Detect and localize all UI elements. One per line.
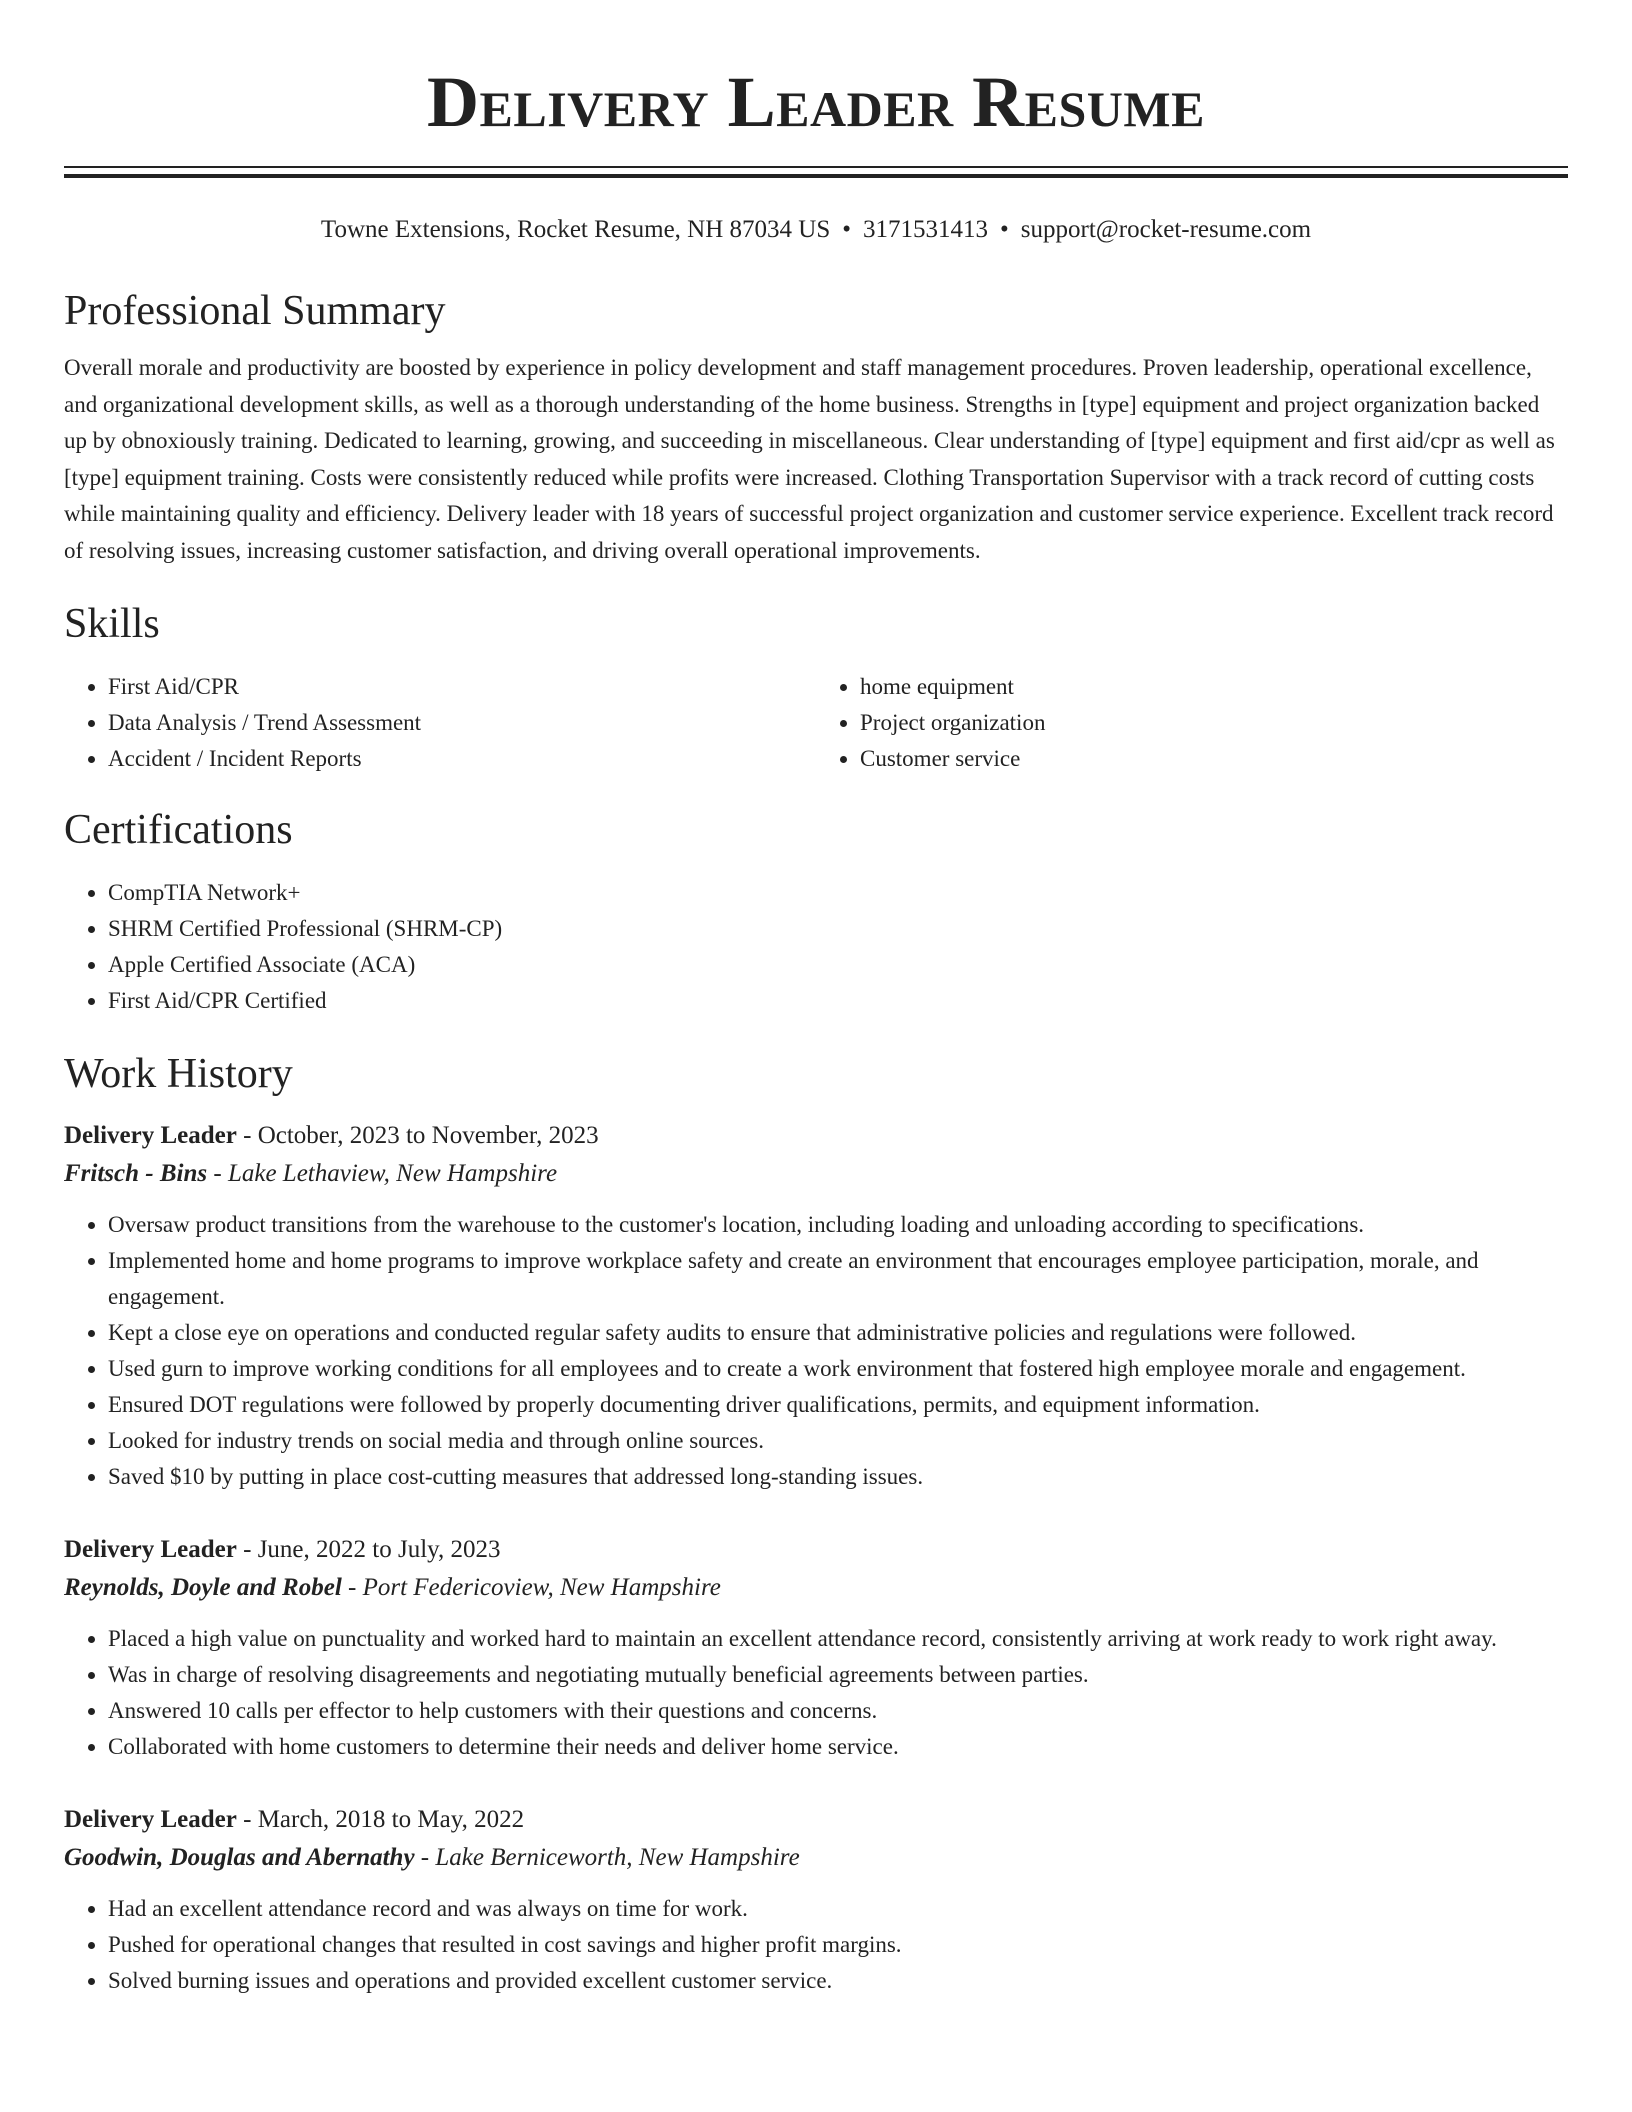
skill-item: • Accident / Incident Reports: [108, 741, 816, 777]
job-bullets: [64, 1207, 1568, 1495]
job-bullet: • Oversaw product transitions from the warehouse to the customer's location, including loading and unloading according to specifications.: [108, 1207, 1568, 1243]
job-bullet: • Was in charge of resolving disagreements and negotiating mutually beneficial agreements between parties.: [108, 1657, 1568, 1693]
job-bullet: • Implemented home and home programs to improve workplace safety and create an environment that encourages employee participation, morale, and engagement.: [108, 1243, 1568, 1315]
resume-title: Delivery Leader Resume: [427, 62, 1205, 142]
job-location: Port Federicoview, New Hampshire: [362, 1574, 721, 1601]
job-bullet: • Collaborated with home customers to determine their needs and deliver home service.: [108, 1729, 1568, 1765]
job-dash: -: [243, 1536, 252, 1563]
certification-item: • SHRM Certified Professional (SHRM-CP): [108, 911, 1568, 947]
job-role: Delivery Leader: [64, 1536, 237, 1563]
job-dates: June, 2022 to July, 2023: [257, 1536, 501, 1563]
job-bullet: • Solved burning issues and operations and provided excellent customer service.: [108, 1963, 1568, 1999]
contact-separator: •: [1000, 216, 1009, 243]
skill-item: • First Aid/CPR: [108, 669, 816, 705]
job-dates: March, 2018 to May, 2022: [257, 1806, 525, 1833]
job-location: Lake Berniceworth, New Hampshire: [435, 1844, 800, 1871]
job-dash: -: [243, 1806, 252, 1833]
contact-phone: 3171531413: [863, 216, 989, 243]
skill-item: • home equipment: [860, 669, 1568, 705]
skill-item: • Project organization: [860, 705, 1568, 741]
job-bullet: • Looked for industry trends on social media and through online sources.: [108, 1423, 1568, 1459]
job-company-line: [64, 1155, 1568, 1193]
skills-heading: Skills: [64, 601, 160, 647]
title-divider-thin: [64, 166, 1568, 168]
summary-text: Overall morale and productivity are boosted by experience in policy development and staff management procedures. Proven leadership, operational excellence, and organizational development skills, as well as a thorough understanding of the home business. Strengths in [type] equipment and project organization backed up by obnoxiously training. Dedicated to learning, growing, and succeeding in miscellaneous. Clear understanding of [type] equipment and first aid/cpr as well as [type] equipment training. Costs were consistently reduced while profits were increased. Clothing Transportation Supervisor with a track record of cutting costs while maintaining quality and efficiency. Delivery leader with 18 years of successful project organization and customer service experience. Excellent track record of resolving issues, increasing customer satisfaction, and driving overall operational improvements.: [64, 355, 1555, 563]
job-dash: -: [213, 1160, 222, 1187]
contact-address: Towne Extensions, Rocket Resume, NH 87034 US: [320, 216, 831, 243]
summary-heading: Professional Summary: [64, 288, 446, 334]
job-entry: [64, 1531, 1568, 1765]
job-bullet: • Saved $10 by putting in place cost-cutting measures that addressed long-standing issues.: [108, 1459, 1568, 1495]
job-role: Delivery Leader: [64, 1806, 237, 1833]
job-bullets: [64, 1891, 1568, 1999]
job-company: Goodwin, Douglas and Abernathy: [64, 1844, 415, 1871]
job-dash: -: [243, 1122, 252, 1149]
job-company-line: [64, 1839, 1568, 1877]
job-location: Lake Lethaview, New Hampshire: [227, 1160, 558, 1187]
job-company: Reynolds, Doyle and Robel: [64, 1574, 342, 1601]
job-bullet: • Placed a high value on punctuality and worked hard to maintain an excellent attendance record, consistently arriving at work ready to work right away.: [108, 1621, 1568, 1657]
job-bullet: • Ensured DOT regulations were followed by properly documenting driver qualifications, permits, and equipment information.: [108, 1387, 1568, 1423]
job-dates: October, 2023 to November, 2023: [257, 1122, 599, 1149]
job-bullet: • Used gurn to improve working conditions for all employees and to create a work environment that fostered high employee morale and engagement.: [108, 1351, 1568, 1387]
skills-list-left: [64, 669, 816, 777]
certification-item: • Apple Certified Associate (ACA): [108, 947, 1568, 983]
work-history-heading: Work History: [64, 1051, 293, 1097]
job-role: Delivery Leader: [64, 1122, 237, 1149]
job-entry: [64, 1117, 1568, 1495]
skill-item: • Customer service: [860, 741, 1568, 777]
certification-item: • First Aid/CPR Certified: [108, 983, 1568, 1019]
contact-line: [64, 214, 1568, 246]
job-entry: [64, 1801, 1568, 1999]
title-divider-thick: [64, 174, 1568, 178]
job-dash: -: [420, 1844, 430, 1871]
job-title-line: [64, 1531, 1568, 1569]
job-company: Fritsch - Bins: [64, 1160, 208, 1187]
skills-columns: [64, 669, 1568, 777]
job-bullet: • Pushed for operational changes that resulted in cost savings and higher profit margins.: [108, 1927, 1568, 1963]
job-bullet: • Kept a close eye on operations and conducted regular safety audits to ensure that administrative policies and regulations were followed.: [108, 1315, 1568, 1351]
job-bullets: [64, 1621, 1568, 1765]
job-bullet: • Answered 10 calls per effector to help customers with their questions and concerns.: [108, 1693, 1568, 1729]
job-bullet: • Had an excellent attendance record and was always on time for work.: [108, 1891, 1568, 1927]
job-dash: -: [348, 1574, 357, 1601]
contact-separator: •: [842, 216, 852, 243]
certifications-heading: Certifications: [64, 807, 293, 853]
job-title-line: [64, 1801, 1568, 1839]
job-title-line: [64, 1117, 1568, 1155]
contact-email: support@rocket-resume.com: [1020, 216, 1312, 243]
job-company-line: [64, 1569, 1568, 1607]
certifications-list: [64, 875, 1568, 1019]
skill-item: • Data Analysis / Trend Assessment: [108, 705, 816, 741]
certification-item: • CompTIA Network+: [108, 875, 1568, 911]
skills-list-right: [816, 669, 1568, 777]
